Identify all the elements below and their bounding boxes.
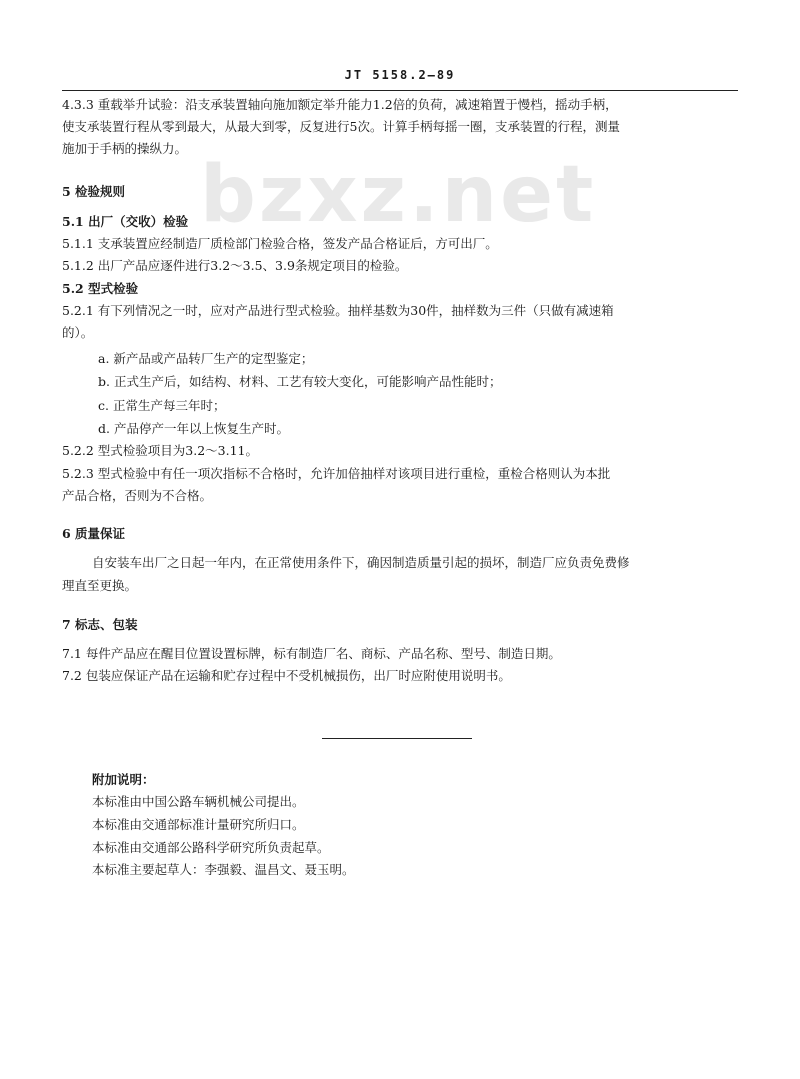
clause-5-1-1: 5.1.1 支承装置应经制造厂质检部门检验合格，签发产品合格证后，方可出厂。 <box>62 236 498 251</box>
clause-5-2-1-line-2: 的）。 <box>62 325 94 340</box>
section-7-title: 7 标志、包装 <box>62 617 138 632</box>
clause-4-3-3-line-3: 施加于手柄的操纵力。 <box>62 141 188 156</box>
section-5-2-title: 5.2 型式检验 <box>62 281 139 296</box>
clause-5-2-3-line-1: 5.2.3 型式检验中有任一项次指标不合格时，允许加倍抽样对该项目进行重检，重检合格则认为本批 <box>62 466 611 481</box>
section-6-para-line-1: 自安装车出厂之日起一年内，在正常使用条件下，确因制造质量引起的损坏，制造厂应负责免费修 <box>92 555 630 570</box>
header-divider <box>62 90 738 91</box>
additional-note-line-4: 本标准主要起草人：李强毅、温昌文、聂玉明。 <box>92 862 355 877</box>
watermark: bzxz.net <box>200 150 597 240</box>
end-divider <box>322 738 472 739</box>
additional-note-line-3: 本标准由交通部公路科学研究所负责起草。 <box>92 840 330 855</box>
additional-note-line-1: 本标准由中国公路车辆机械公司提出。 <box>92 794 305 809</box>
list-item-d: d. 产品停产一年以上恢复生产时。 <box>98 421 289 436</box>
clause-4-3-3-line-1: 4.3.3 重载举升试验：沿支承装置轴向施加额定举升能力1.2倍的负荷，减速箱置于慢档，摇动手柄， <box>62 97 618 112</box>
list-item-b: b. 正式生产后，如结构、材料、工艺有较大变化，可能影响产品性能时； <box>98 374 502 389</box>
section-6-para-line-2: 理直至更换。 <box>62 578 138 593</box>
additional-notes-title: 附加说明： <box>92 772 155 787</box>
section-5-title: 5 检验规则 <box>62 184 126 199</box>
clause-7-1: 7.1 每件产品应在醒目位置设置标牌，标有制造厂名、商标、产品名称、型号、制造日期。 <box>62 646 561 661</box>
list-item-a: a. 新产品或产品转厂生产的定型鉴定； <box>98 351 314 366</box>
list-item-c: c. 正常生产每三年时； <box>98 398 226 413</box>
clause-4-3-3-line-2: 使支承装置行程从零到最大，从最大到零，反复进行5次。计算手柄每摇一圈，支承装置的行程，测量 <box>62 119 620 134</box>
clause-5-2-3-line-2: 产品合格，否则为不合格。 <box>62 488 213 503</box>
clause-5-1-2: 5.1.2 出厂产品应逐件进行3.2～3.5、3.9条规定项目的检验。 <box>62 258 408 273</box>
section-5-1-title: 5.1 出厂（交收）检验 <box>62 214 189 229</box>
standard-code-header: JT 5158.2—89 <box>344 68 456 82</box>
additional-note-line-2: 本标准由交通部标准计量研究所归口。 <box>92 817 305 832</box>
clause-5-2-1-line-1: 5.2.1 有下列情况之一时，应对产品进行型式检验。抽样基数为30件，抽样数为三件（只做有减速箱 <box>62 303 614 318</box>
section-6-title: 6 质量保证 <box>62 526 126 541</box>
clause-7-2: 7.2 包装应保证产品在运输和贮存过程中不受机械损伤，出厂时应附使用说明书。 <box>62 668 511 683</box>
clause-5-2-2: 5.2.2 型式检验项目为3.2～3.11。 <box>62 443 258 458</box>
